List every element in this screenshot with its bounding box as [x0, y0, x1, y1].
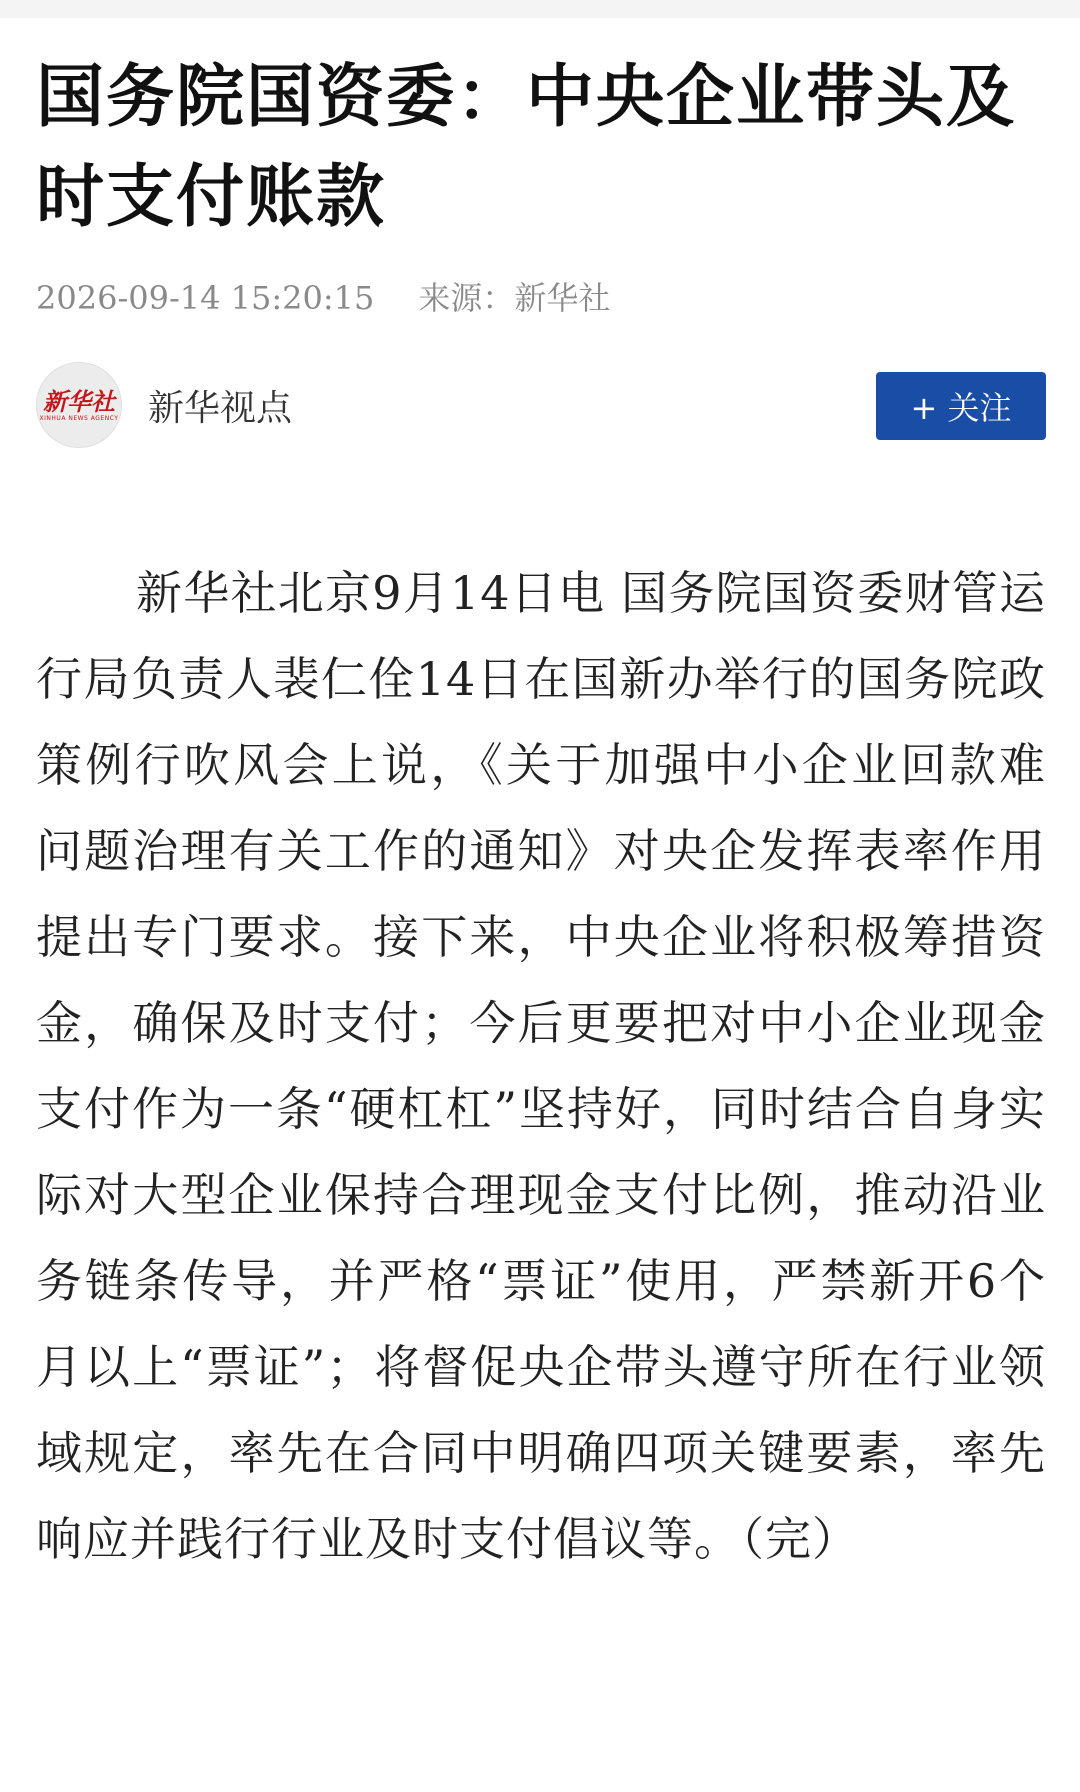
article-meta: [36, 276, 1046, 320]
article-title: 国务院国资委：中央企业带头及时支付账款: [36, 58, 1017, 237]
xinhua-logo-subtitle: XINHUA NEWS AGENCY: [39, 414, 119, 422]
xinhua-logo-icon: 新华社: [43, 386, 115, 416]
article: [36, 48, 1046, 1582]
author-name[interactable]: 新华视点: [148, 387, 293, 429]
article-body: 新华社北京9月14日电 国务院国资委财管运行局负责人裴仁佺14日在国新办举行的国务院政策例行吹风会上说，《关于加强中小企业回款难问题治理有关工作的通知》对央企发挥表率作用提出专门要求。接下来，中央企业将积极筹措资金，确保及时支付；今后更要把对中小企业现金支付作为一条“硬杠杠”坚持好，同时结合自身实际对大型企业保持合理现金支付比例，推动沿业务链条传导，并严格“票证”使用，严禁新开6个月以上“票证”；将督促央企带头遵守所在行业领域规定，率先在合同中明确四项关键要素，率先响应并践行行业及时支付倡议等。（完）: [36, 566, 1047, 1566]
publish-datetime: 2026-09-14 15:20:15: [36, 279, 375, 317]
top-strip: [0, 0, 1080, 18]
follow-button[interactable]: + 关注: [876, 372, 1046, 440]
article-source: 来源：新华社: [418, 279, 611, 317]
author-row: [36, 360, 1046, 450]
avatar[interactable]: [36, 362, 122, 448]
